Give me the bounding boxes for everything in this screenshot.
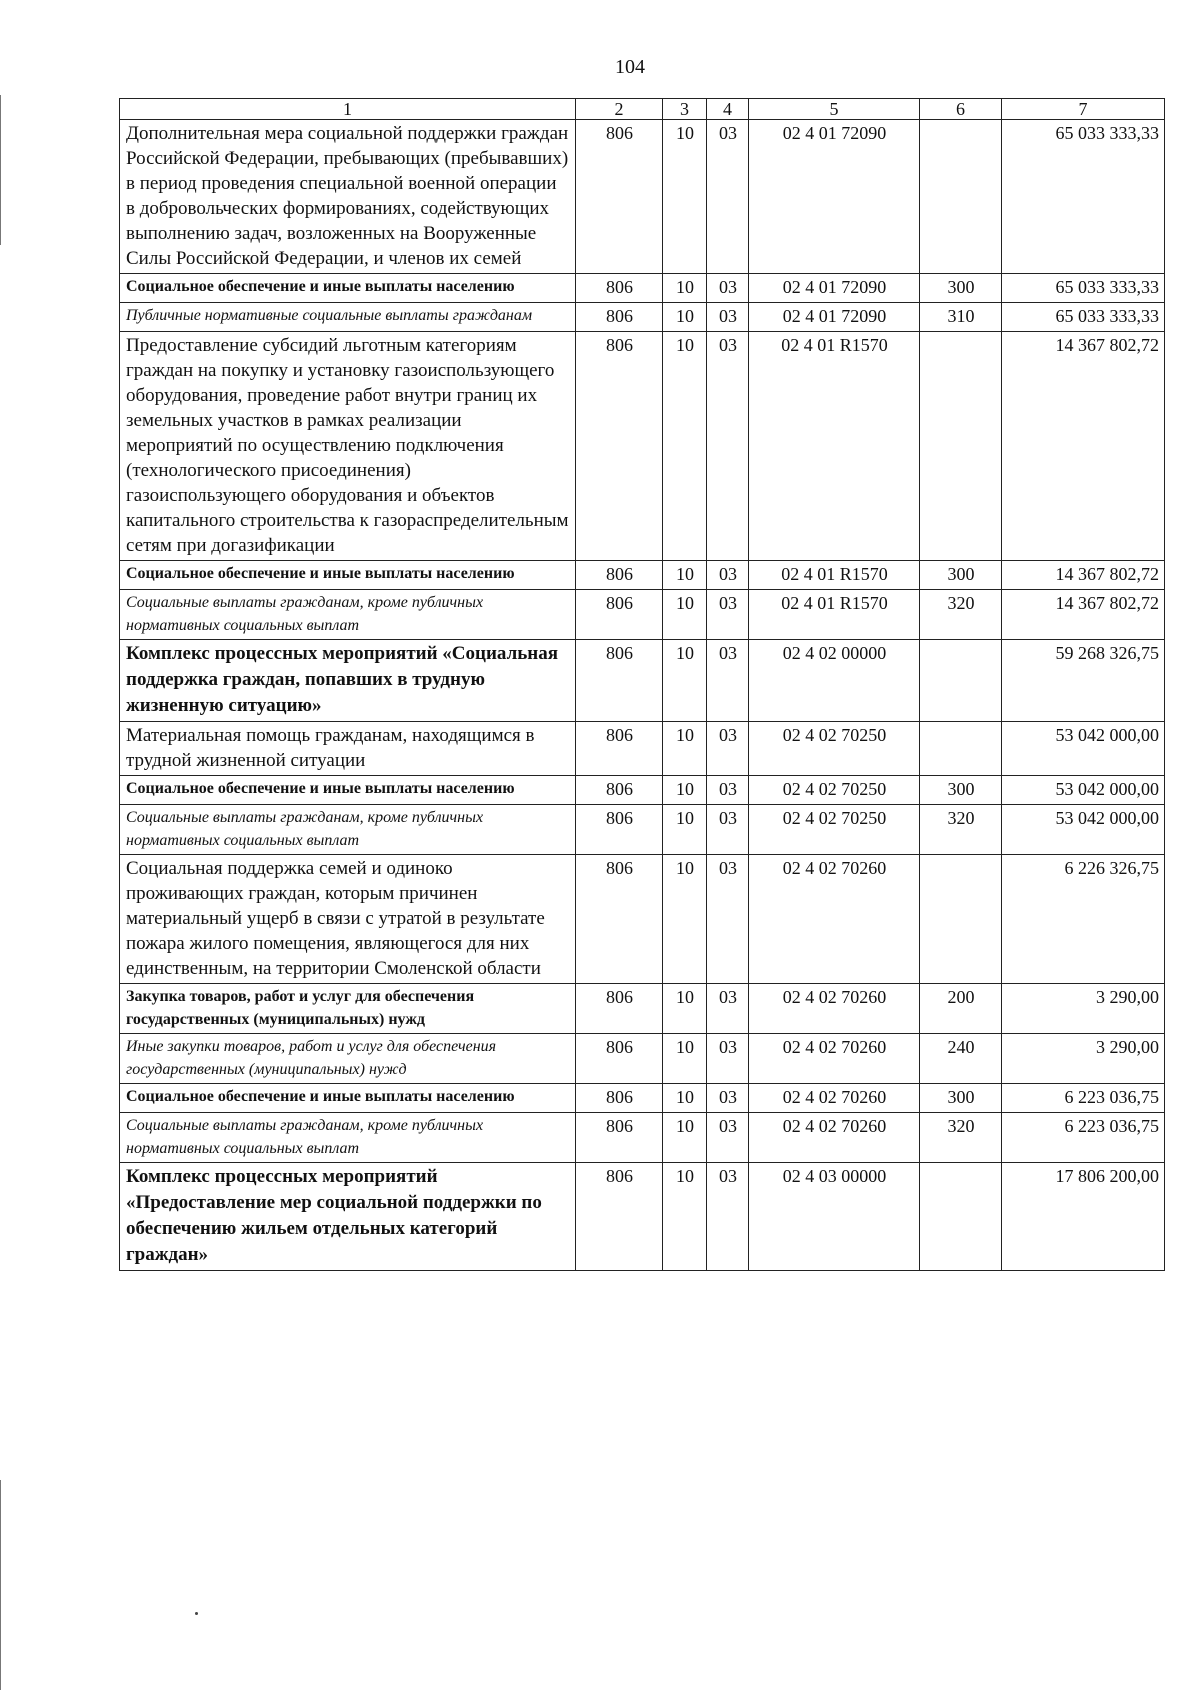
subsection-cell: 03	[707, 855, 749, 984]
scan-edge-mark	[0, 1480, 1, 1690]
expense-type-cell	[920, 120, 1002, 274]
expense-type-cell	[920, 855, 1002, 984]
table-row	[120, 640, 1165, 722]
section-cell: 10	[663, 590, 707, 640]
header-cell-3: 3	[663, 99, 707, 120]
name-cell: Комплекс процессных мероприятий «Социальная поддержка граждан, попавших в трудную жизненную ситуацию»	[120, 640, 576, 722]
section-cell: 10	[663, 1034, 707, 1084]
chapter-cell: 806	[576, 1113, 663, 1163]
expense-type-cell: 300	[920, 776, 1002, 805]
chapter-cell: 806	[576, 332, 663, 561]
name-cell: Социальные выплаты гражданам, кроме публичных нормативных социальных выплат	[120, 1113, 576, 1163]
section-cell: 10	[663, 332, 707, 561]
name-cell: Социальное обеспечение и иные выплаты населению	[120, 274, 576, 303]
expense-type-cell: 300	[920, 561, 1002, 590]
subsection-cell: 03	[707, 303, 749, 332]
chapter-cell: 806	[576, 1084, 663, 1113]
section-cell: 10	[663, 120, 707, 274]
amount-cell: 17 806 200,00	[1002, 1163, 1165, 1271]
amount-cell: 6 226 326,75	[1002, 855, 1165, 984]
name-cell: Социальные выплаты гражданам, кроме публичных нормативных социальных выплат	[120, 805, 576, 855]
subsection-cell: 03	[707, 984, 749, 1034]
target-article-cell: 02 4 02 70260	[749, 1113, 920, 1163]
header-cell-1: 1	[120, 99, 576, 120]
table-row	[120, 722, 1165, 776]
chapter-cell: 806	[576, 303, 663, 332]
target-article-cell: 02 4 02 70260	[749, 1034, 920, 1084]
name-cell: Предоставление субсидий льготным категориям граждан на покупку и установку газоиспользующего оборудования, проведение работ внутри границ их земельных участков в рамках реализации мероприятий по осуществлению подключения (технологического присоединения) газоиспользующего оборудования и объектов капитального строительства к газораспределительным сетям при догазификации	[120, 332, 576, 561]
subsection-cell: 03	[707, 561, 749, 590]
amount-cell: 53 042 000,00	[1002, 805, 1165, 855]
expense-type-cell: 240	[920, 1034, 1002, 1084]
name-cell: Иные закупки товаров, работ и услуг для обеспечения государственных (муниципальных) нужд	[120, 1034, 576, 1084]
amount-cell: 59 268 326,75	[1002, 640, 1165, 722]
amount-cell: 14 367 802,72	[1002, 332, 1165, 561]
header-cell-4: 4	[707, 99, 749, 120]
amount-cell: 6 223 036,75	[1002, 1113, 1165, 1163]
chapter-cell: 806	[576, 984, 663, 1034]
amount-cell: 3 290,00	[1002, 984, 1165, 1034]
target-article-cell: 02 4 03 00000	[749, 1163, 920, 1271]
section-cell: 10	[663, 722, 707, 776]
target-article-cell: 02 4 02 70250	[749, 722, 920, 776]
section-cell: 10	[663, 1113, 707, 1163]
subsection-cell: 03	[707, 274, 749, 303]
subsection-cell: 03	[707, 805, 749, 855]
name-cell: Социальное обеспечение и иные выплаты населению	[120, 776, 576, 805]
section-cell: 10	[663, 640, 707, 722]
section-cell: 10	[663, 805, 707, 855]
amount-cell: 3 290,00	[1002, 1034, 1165, 1084]
table-body	[120, 99, 1165, 1271]
subsection-cell: 03	[707, 332, 749, 561]
subsection-cell: 03	[707, 722, 749, 776]
chapter-cell: 806	[576, 120, 663, 274]
table-row	[120, 1084, 1165, 1113]
chapter-cell: 806	[576, 590, 663, 640]
table-row	[120, 120, 1165, 274]
amount-cell: 14 367 802,72	[1002, 561, 1165, 590]
section-cell: 10	[663, 984, 707, 1034]
section-cell: 10	[663, 561, 707, 590]
name-cell: Социальное обеспечение и иные выплаты населению	[120, 1084, 576, 1113]
header-row	[120, 99, 1165, 120]
chapter-cell: 806	[576, 274, 663, 303]
table-row	[120, 1034, 1165, 1084]
target-article-cell: 02 4 01 72090	[749, 274, 920, 303]
chapter-cell: 806	[576, 805, 663, 855]
target-article-cell: 02 4 02 00000	[749, 640, 920, 722]
expense-type-cell: 300	[920, 1084, 1002, 1113]
amount-cell: 53 042 000,00	[1002, 776, 1165, 805]
name-cell: Социальное обеспечение и иные выплаты населению	[120, 561, 576, 590]
section-cell: 10	[663, 1163, 707, 1271]
section-cell: 10	[663, 776, 707, 805]
chapter-cell: 806	[576, 855, 663, 984]
amount-cell: 6 223 036,75	[1002, 1084, 1165, 1113]
section-cell: 10	[663, 1084, 707, 1113]
table-row	[120, 274, 1165, 303]
subsection-cell: 03	[707, 776, 749, 805]
target-article-cell: 02 4 01 R1570	[749, 561, 920, 590]
amount-cell: 14 367 802,72	[1002, 590, 1165, 640]
expense-type-cell: 300	[920, 274, 1002, 303]
header-cell-5: 5	[749, 99, 920, 120]
target-article-cell: 02 4 01 R1570	[749, 590, 920, 640]
chapter-cell: 806	[576, 722, 663, 776]
name-cell: Материальная помощь гражданам, находящимся в трудной жизненной ситуации	[120, 722, 576, 776]
chapter-cell: 806	[576, 776, 663, 805]
scan-speck	[195, 1612, 198, 1615]
chapter-cell: 806	[576, 1163, 663, 1271]
subsection-cell: 03	[707, 1163, 749, 1271]
table-row	[120, 984, 1165, 1034]
table-row	[120, 332, 1165, 561]
table-row	[120, 1163, 1165, 1271]
expense-type-cell: 320	[920, 590, 1002, 640]
expense-type-cell: 320	[920, 805, 1002, 855]
chapter-cell: 806	[576, 561, 663, 590]
expense-type-cell: 200	[920, 984, 1002, 1034]
expense-type-cell	[920, 1163, 1002, 1271]
table-row	[120, 590, 1165, 640]
chapter-cell: 806	[576, 1034, 663, 1084]
table-row	[120, 805, 1165, 855]
section-cell: 10	[663, 274, 707, 303]
budget-table	[119, 98, 1165, 1271]
name-cell: Публичные нормативные социальные выплаты гражданам	[120, 303, 576, 332]
target-article-cell: 02 4 01 72090	[749, 120, 920, 274]
amount-cell: 65 033 333,33	[1002, 120, 1165, 274]
target-article-cell: 02 4 01 72090	[749, 303, 920, 332]
expense-type-cell: 320	[920, 1113, 1002, 1163]
target-article-cell: 02 4 02 70260	[749, 855, 920, 984]
target-article-cell: 02 4 02 70250	[749, 805, 920, 855]
target-article-cell: 02 4 02 70250	[749, 776, 920, 805]
target-article-cell: 02 4 01 R1570	[749, 332, 920, 561]
subsection-cell: 03	[707, 590, 749, 640]
amount-cell: 53 042 000,00	[1002, 722, 1165, 776]
name-cell: Закупка товаров, работ и услуг для обеспечения государственных (муниципальных) нужд	[120, 984, 576, 1034]
amount-cell: 65 033 333,33	[1002, 274, 1165, 303]
header-cell-7: 7	[1002, 99, 1165, 120]
subsection-cell: 03	[707, 1084, 749, 1113]
subsection-cell: 03	[707, 120, 749, 274]
subsection-cell: 03	[707, 1034, 749, 1084]
chapter-cell: 806	[576, 640, 663, 722]
table-row	[120, 1113, 1165, 1163]
page-number: 104	[615, 56, 645, 78]
table-row	[120, 776, 1165, 805]
expense-type-cell	[920, 332, 1002, 561]
target-article-cell: 02 4 02 70260	[749, 984, 920, 1034]
subsection-cell: 03	[707, 1113, 749, 1163]
target-article-cell: 02 4 02 70260	[749, 1084, 920, 1113]
amount-cell: 65 033 333,33	[1002, 303, 1165, 332]
expense-type-cell	[920, 722, 1002, 776]
subsection-cell: 03	[707, 640, 749, 722]
table-row	[120, 855, 1165, 984]
header-cell-2: 2	[576, 99, 663, 120]
name-cell: Дополнительная мера социальной поддержки граждан Российской Федерации, пребывающих (пребывавших) в период проведения специальной военной операции в добровольческих формированиях, содействующих выполнению задач, возложенных на Вооруженные Силы Российской Федерации, и членов их семей	[120, 120, 576, 274]
expense-type-cell	[920, 640, 1002, 722]
name-cell: Комплекс процессных мероприятий «Предоставление мер социальной поддержки по обеспечению жильем отдельных категорий граждан»	[120, 1163, 576, 1271]
scan-edge-mark	[0, 95, 1, 245]
table-row	[120, 561, 1165, 590]
table-row	[120, 303, 1165, 332]
expense-type-cell: 310	[920, 303, 1002, 332]
name-cell: Социальная поддержка семей и одиноко проживающих граждан, которым причинен материальный ущерб в связи с утратой в результате пожара жилого помещения, являющегося для них единственным, на территории Смоленской области	[120, 855, 576, 984]
section-cell: 10	[663, 855, 707, 984]
section-cell: 10	[663, 303, 707, 332]
name-cell: Социальные выплаты гражданам, кроме публичных нормативных социальных выплат	[120, 590, 576, 640]
header-cell-6: 6	[920, 99, 1002, 120]
